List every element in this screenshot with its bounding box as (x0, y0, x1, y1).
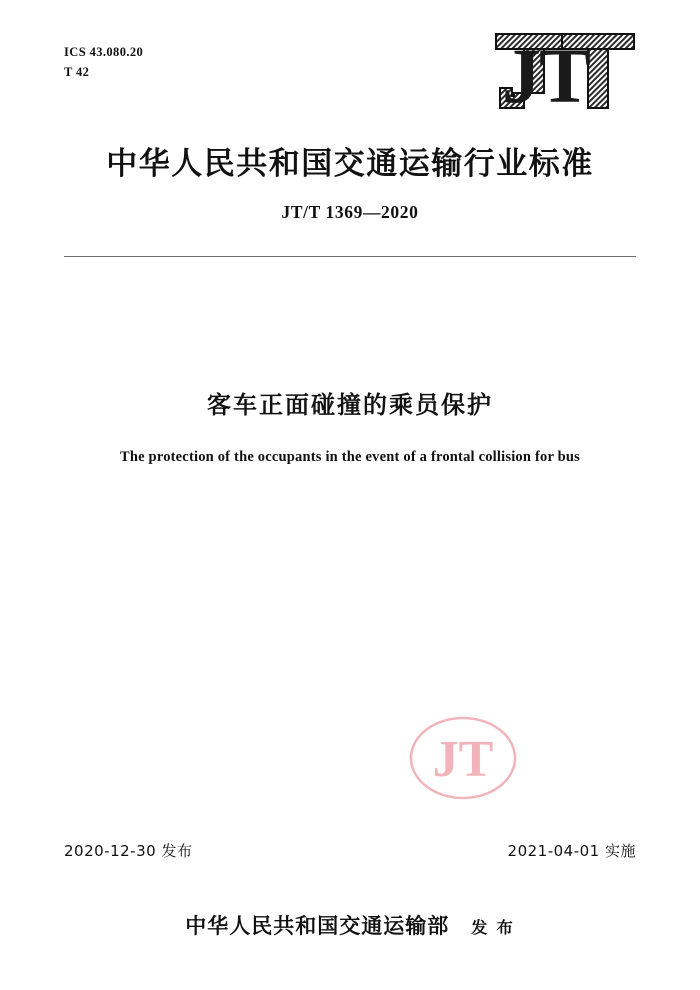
document-title-cn: 客车正面碰撞的乘员保护 (207, 391, 493, 419)
ics-number: ICS 43.080.20 (64, 45, 144, 59)
publisher-name: 中华人民共和国交通运输部 (185, 914, 450, 938)
header-divider (64, 256, 636, 257)
jt-watermark-icon (408, 704, 518, 812)
issue-date: 2020-12-30 发布 (64, 842, 193, 860)
publisher-footer (0, 910, 700, 940)
classification-code: T 42 (64, 65, 90, 79)
standard-number: JT/T 1369—2020 (281, 202, 419, 222)
svg-text:JT: JT (502, 32, 590, 116)
jt-logo (490, 30, 640, 116)
document-title-en: The protection of the occupants in the event of a frontal collision for bus (119, 449, 581, 465)
issue-label: 发 布 (471, 918, 515, 937)
ics-block (64, 42, 143, 82)
effective-date: 2021-04-01 实施 (507, 842, 636, 860)
svg-text:JT: JT (432, 731, 494, 788)
standard-org-title: 中华人民共和国交通运输行业标准 (106, 146, 594, 182)
